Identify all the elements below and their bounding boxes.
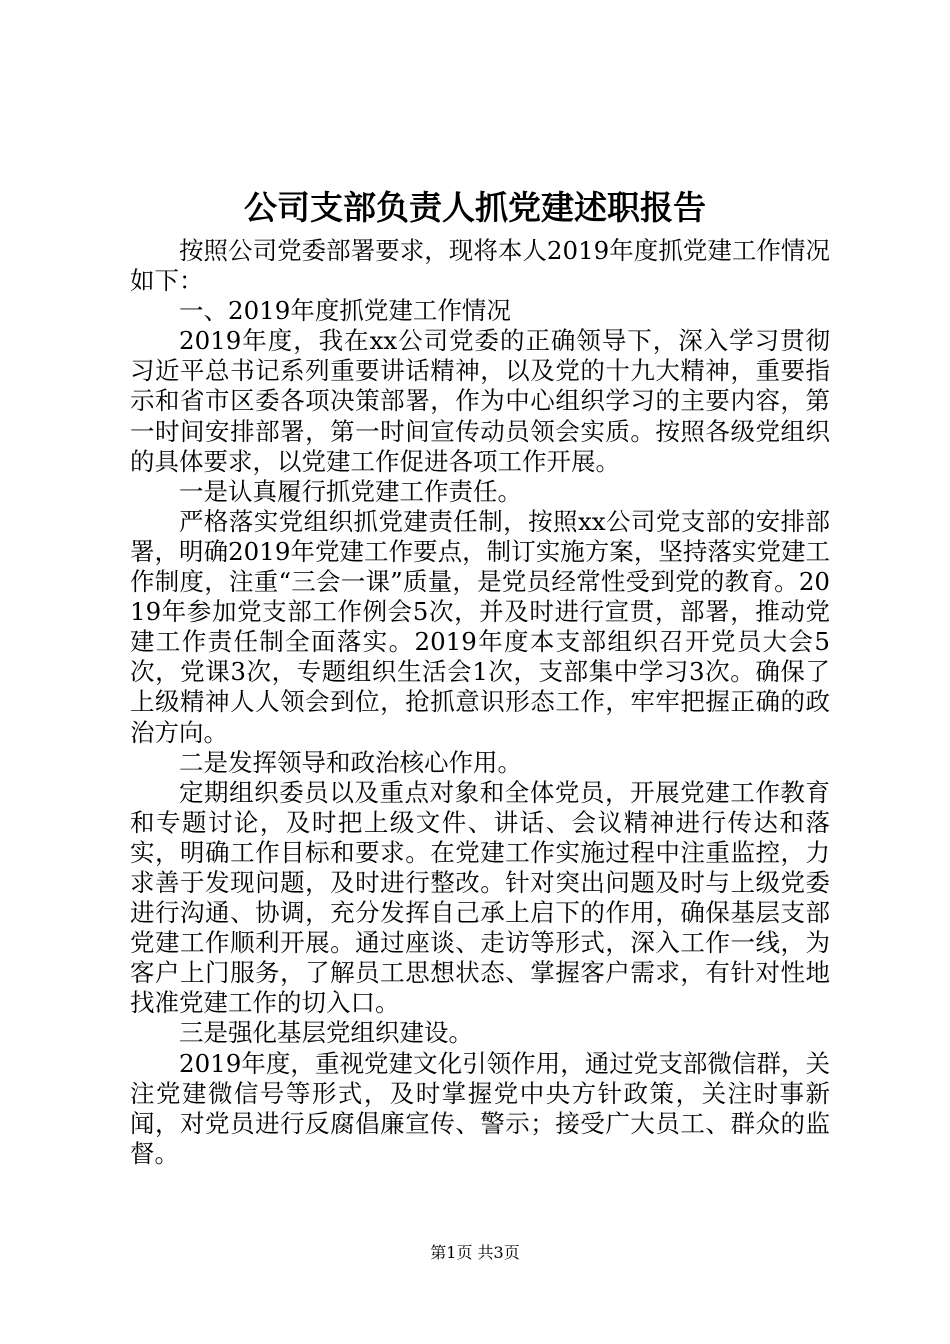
paragraph: 严格落实党组织抓党建责任制，按照xx公司党支部的安排部署，明确2019年党建工作要点，制订实施方案，坚持落实党建工作制度，注重“三会一课”质量，是党员经常性受到党的教育。2019年参加党支部工作例会5次，并及时进行宣贯，部署，推动党建工作责任制全面落实。2019年度本支部组织召开党员大会5次，党课3次，专题组织生活会1次，支部集中学习3次。确保了上级精神人人领会到位，抢抓意识形态工作，牢牢把握正确的政治方向。 <box>130 506 830 747</box>
document-title: 公司支部负责人抓党建述职报告 <box>244 188 706 227</box>
subsection-heading: 一是认真履行抓党建工作责任。 <box>179 476 522 506</box>
document-body <box>130 236 830 1169</box>
paragraph: 2019年度，我在xx公司党委的正确领导下，深入学习贯彻习近平总书记系列重要讲话精神，以及党的十九大精神，重要指示和省市区委各项决策部署，作为中心组织学习的主要内容，第一时间安排部署，第一时间宣传动员领会实质。按照各级党组织的具体要求，以党建工作促进各项工作开展。 <box>130 326 830 476</box>
subsection-heading: 三是强化基层党组织建设。 <box>179 1018 473 1048</box>
section-heading: 一、2019年度抓党建工作情况 <box>179 296 511 326</box>
page-number: 第1页 共3页 <box>430 1243 520 1262</box>
subsection-heading: 二是发挥领导和政治核心作用。 <box>179 747 522 777</box>
paragraph-intro: 按照公司党委部署要求，现将本人2019年度抓党建工作情况如下： <box>130 236 830 296</box>
paragraph: 2019年度，重视党建文化引领作用，通过党支部微信群，关注党建微信号等形式，及时掌握党中央方针政策，关注时事新闻，对党员进行反腐倡廉宣传、警示；接受广大员工、群众的监督。 <box>130 1048 830 1168</box>
paragraph: 定期组织委员以及重点对象和全体党员，开展党建工作教育和专题讨论，及时把上级文件、讲话、会议精神进行传达和落实，明确工作目标和要求。在党建工作实施过程中注重监控，力求善于发现问题，及时进行整改。针对突出问题及时与上级党委进行沟通、协调，充分发挥自己承上启下的作用，确保基层支部党建工作顺利开展。通过座谈、走访等形式，深入工作一线，为客户上门服务，了解员工思想状态、掌握客户需求，有针对性地找准党建工作的切入口。 <box>130 777 830 1018</box>
